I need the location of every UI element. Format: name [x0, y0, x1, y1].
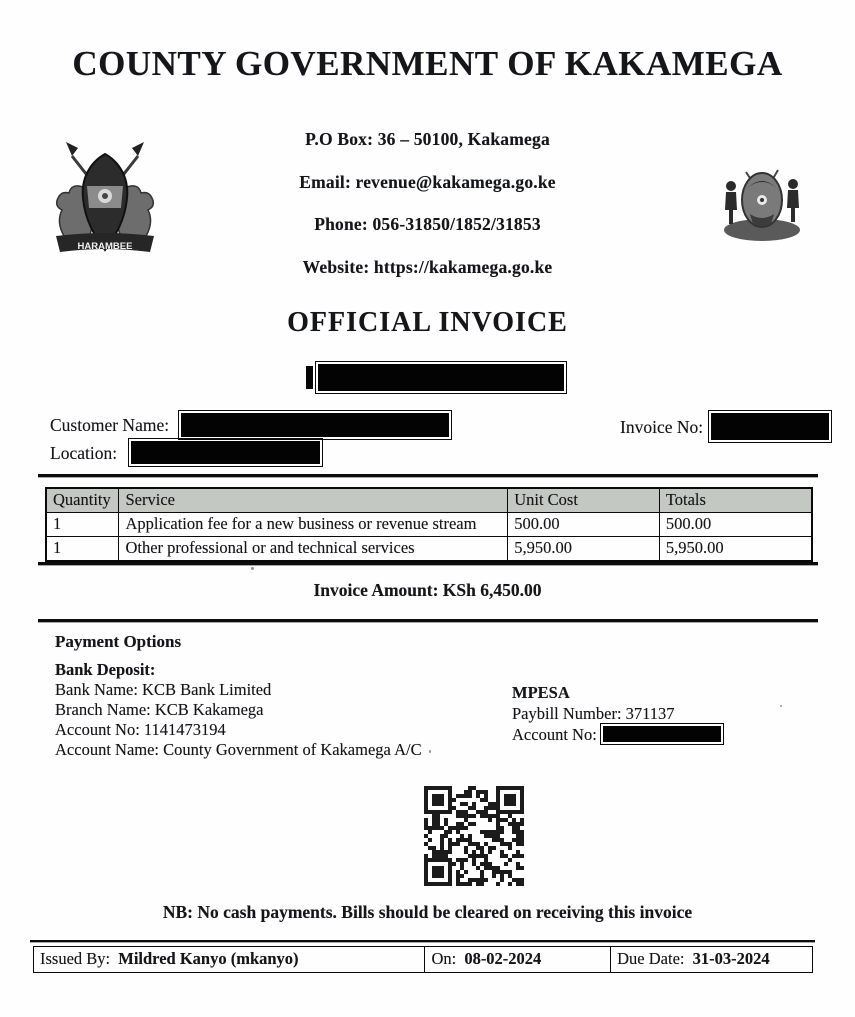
location-label: Location:: [50, 443, 118, 463]
county-emblem-icon: [716, 158, 808, 253]
customer-name-label: Customer Name:: [50, 415, 170, 435]
scan-speck: [780, 705, 782, 707]
cell-unit-cost: 5,950.00: [508, 537, 660, 562]
table-row: [46, 513, 812, 537]
invoice-no-label: Invoice No:: [620, 417, 704, 437]
divider: [38, 474, 818, 477]
phone-line: Phone: 056-31850/1852/31853: [314, 214, 541, 234]
issued-on-label: On:: [431, 949, 457, 968]
cell-totals: 5,950.00: [659, 537, 812, 562]
issued-on-value: 08-02-2024: [464, 949, 542, 968]
cell-unit-cost: 500.00: [508, 513, 660, 537]
col-header-totals: Totals: [659, 488, 812, 513]
issued-by-cell: [34, 947, 425, 973]
due-date-value: 31-03-2024: [692, 949, 770, 968]
customer-name-redaction: [181, 413, 449, 437]
invoice-heading: OFFICIAL INVOICE: [287, 307, 568, 338]
email-line: Email: revenue@kakamega.go.ke: [299, 171, 556, 192]
due-date-cell: [611, 947, 813, 973]
col-header-service: Service: [119, 488, 508, 513]
mpesa-account-line: [512, 724, 721, 745]
mpesa-account-label: Account No:: [512, 725, 597, 744]
scan-speck: [429, 750, 431, 753]
issued-by-label: Issued By:: [40, 949, 111, 968]
bank-account-no-line: Account No: 1141473194: [55, 720, 226, 739]
cell-service: Other professional or and technical services: [119, 537, 508, 562]
due-date-label: Due Date:: [617, 949, 685, 968]
cell-totals: 500.00: [659, 513, 812, 537]
payment-options-heading: Payment Options: [55, 632, 182, 651]
invoice-no-redaction: [711, 413, 829, 440]
bank-deposit-block: [55, 660, 422, 760]
qr-code: [424, 786, 524, 886]
cell-quantity: 1: [46, 513, 119, 537]
cell-service: Application fee for a new business or revenue stream: [119, 513, 508, 537]
mpesa-block: [512, 682, 721, 745]
divider: [38, 619, 818, 622]
table-header-row: [46, 488, 812, 513]
scan-speck: [251, 567, 254, 570]
nb-note: NB: No cash payments. Bills should be cleared on receiving this invoice: [162, 902, 693, 922]
invoice-amount: Invoice Amount: KSh 6,450.00: [313, 580, 542, 600]
coat-of-arms-motto: HARAMBEE: [77, 241, 133, 252]
cell-quantity: 1: [46, 537, 119, 562]
branch-name-line: Branch Name: KCB Kakamega: [55, 700, 264, 719]
bank-name-line: Bank Name: KCB Bank Limited: [55, 680, 272, 699]
divider: [30, 940, 815, 942]
bank-deposit-heading: Bank Deposit:: [55, 660, 156, 679]
footer-table: [33, 946, 813, 973]
issued-on-cell: [425, 947, 611, 973]
issued-by-value: Mildred Kanyo (mkanyo): [118, 949, 299, 968]
mpesa-account-redaction: [603, 726, 721, 742]
divider: [38, 562, 818, 565]
website-line: Website: https://kakamega.go.ke: [302, 256, 553, 277]
redaction-artifact: [306, 366, 313, 389]
col-header-unit-cost: Unit Cost: [508, 488, 660, 513]
mpesa-heading: MPESA: [512, 683, 570, 702]
page-title: COUNTY GOVERNMENT OF KAKAMEGA: [72, 44, 783, 83]
bank-account-name-line: Account Name: County Government of Kakamega A/C: [55, 740, 422, 759]
paybill-line: Paybill Number: 371137: [512, 704, 675, 723]
line-items-table: [45, 487, 813, 562]
col-header-quantity: Quantity: [46, 488, 119, 513]
invoice-type-redaction: [318, 364, 564, 391]
table-row: [46, 537, 812, 562]
footer-row: [34, 947, 813, 973]
po-box-line: P.O Box: 36 – 50100, Kakamega: [305, 129, 550, 149]
location-redaction: [131, 441, 320, 464]
